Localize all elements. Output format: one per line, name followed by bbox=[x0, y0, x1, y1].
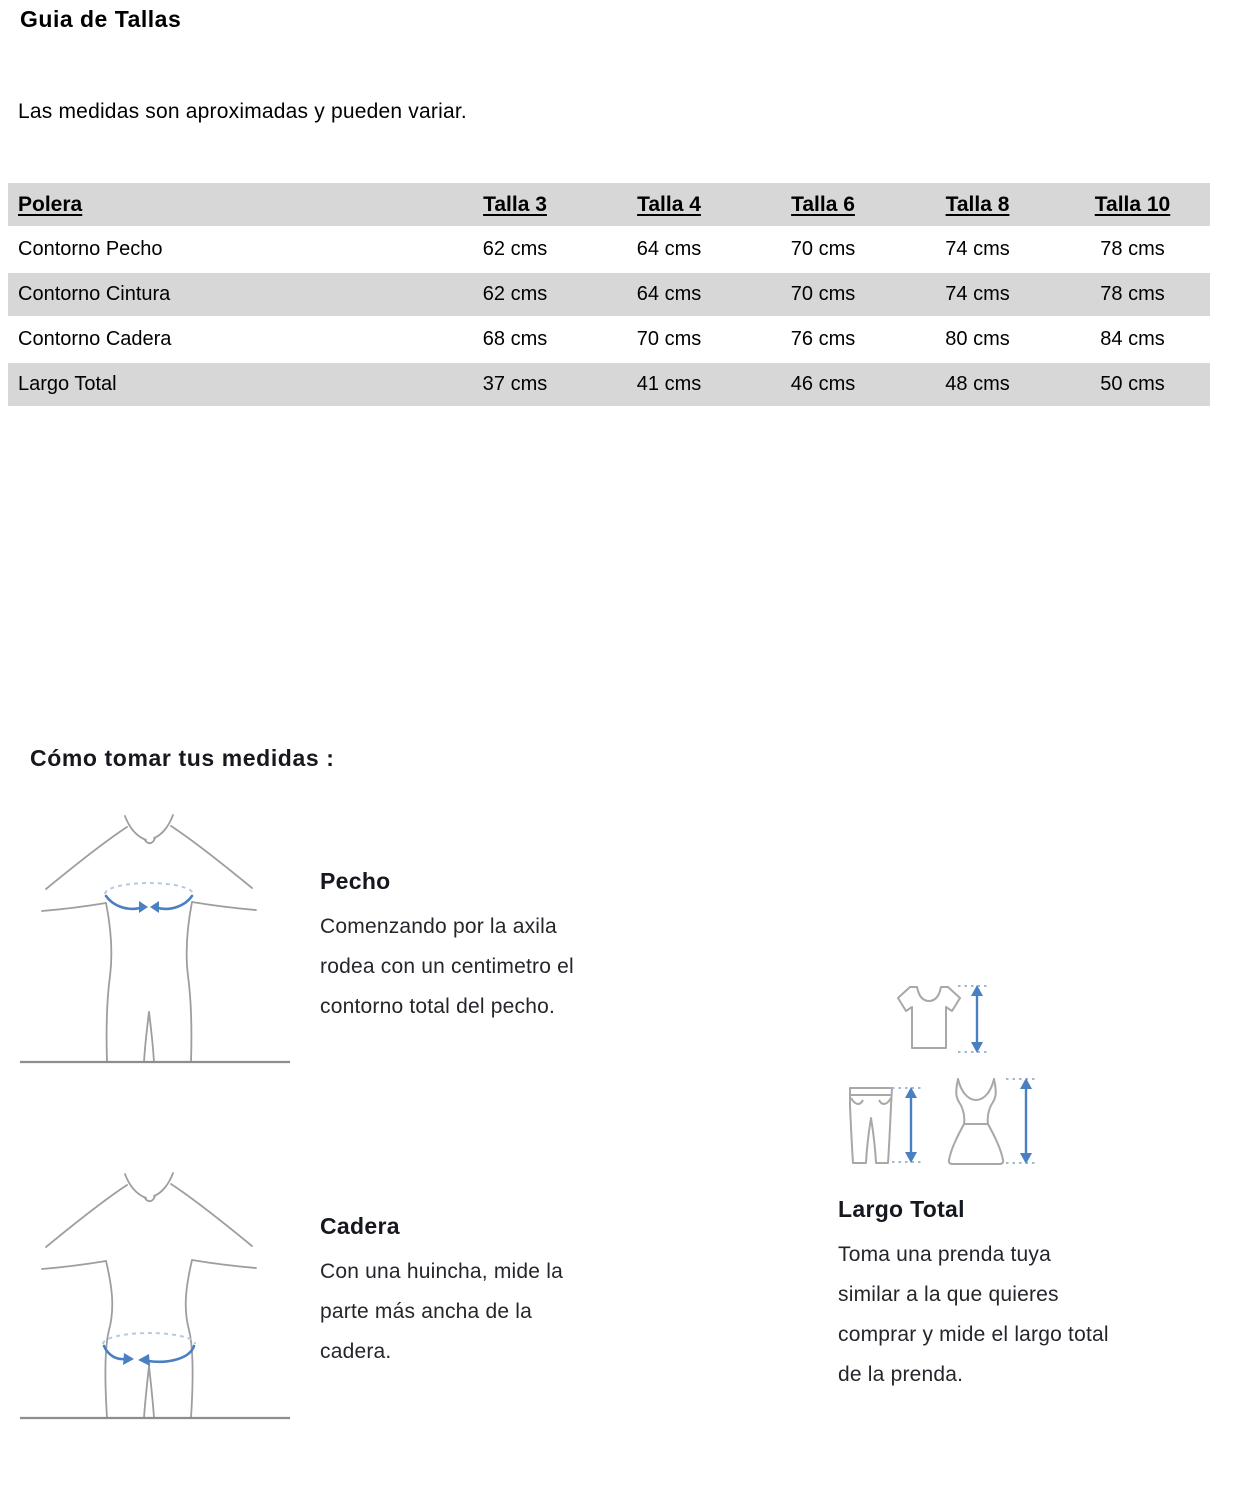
largo-total-line: de la prenda. bbox=[838, 1363, 964, 1386]
row-label: Contorno Pecho bbox=[8, 227, 438, 272]
size-table-header-garment: Polera bbox=[8, 183, 438, 227]
cell-value: 68 cms bbox=[438, 317, 592, 362]
hip-measure-body-diagram bbox=[8, 1170, 293, 1420]
cadera-line: Con una huincha, mide la bbox=[320, 1260, 563, 1283]
vertical-measure-arrow-icon bbox=[958, 982, 990, 1056]
row-label: Contorno Cadera bbox=[8, 317, 438, 362]
cell-value: 76 cms bbox=[746, 317, 900, 362]
cell-value: 78 cms bbox=[1055, 227, 1210, 272]
pants-icon bbox=[846, 1086, 896, 1166]
dress-icon bbox=[944, 1077, 1008, 1167]
cell-value: 46 cms bbox=[746, 362, 900, 407]
cell-value: 37 cms bbox=[438, 362, 592, 407]
page-title: Guia de Tallas bbox=[20, 6, 182, 32]
cadera-instructions bbox=[320, 1213, 563, 1372]
cell-value: 50 cms bbox=[1055, 362, 1210, 407]
cell-value: 84 cms bbox=[1055, 317, 1210, 362]
pecho-line: Comenzando por la axila bbox=[320, 915, 557, 938]
cell-value: 62 cms bbox=[438, 272, 592, 317]
pecho-title: Pecho bbox=[320, 868, 391, 894]
largo-total-title: Largo Total bbox=[838, 1196, 965, 1222]
size-table-header-talla-6: Talla 6 bbox=[746, 183, 900, 227]
cadera-title: Cadera bbox=[320, 1213, 400, 1239]
pecho-line: rodea con un centimetro el bbox=[320, 955, 574, 978]
largo-total-line: Toma una prenda tuya bbox=[838, 1243, 1051, 1266]
pecho-instructions bbox=[320, 868, 574, 1027]
hip-girth-arrows-icon bbox=[103, 1333, 195, 1366]
cadera-line: cadera. bbox=[320, 1340, 392, 1363]
table-row-contorno-cintura bbox=[8, 272, 1210, 317]
largo-total-line: similar a la que quieres bbox=[838, 1283, 1059, 1306]
largo-total-instructions bbox=[838, 1196, 1109, 1395]
table-row-contorno-pecho bbox=[8, 227, 1210, 272]
size-table-header-talla-10: Talla 10 bbox=[1055, 183, 1210, 227]
cell-value: 41 cms bbox=[592, 362, 746, 407]
vertical-measure-arrow-icon bbox=[892, 1084, 924, 1166]
cell-value: 70 cms bbox=[746, 227, 900, 272]
size-table-header-talla-3: Talla 3 bbox=[438, 183, 592, 227]
chest-girth-arrows-icon bbox=[105, 883, 193, 913]
size-table-header-row bbox=[8, 183, 1210, 227]
row-label: Contorno Cintura bbox=[8, 272, 438, 317]
table-row-largo-total bbox=[8, 362, 1210, 407]
cell-value: 70 cms bbox=[592, 317, 746, 362]
cadera-line: parte más ancha de la bbox=[320, 1300, 532, 1323]
cell-value: 80 cms bbox=[900, 317, 1055, 362]
page-subtitle: Las medidas son aproximadas y pueden variar. bbox=[18, 100, 467, 123]
chest-measure-body-diagram bbox=[8, 810, 293, 1065]
size-table bbox=[8, 183, 1210, 408]
cell-value: 74 cms bbox=[900, 272, 1055, 317]
cell-value: 62 cms bbox=[438, 227, 592, 272]
cell-value: 64 cms bbox=[592, 227, 746, 272]
size-table-header-talla-8: Talla 8 bbox=[900, 183, 1055, 227]
largo-total-line: comprar y mide el largo total bbox=[838, 1323, 1109, 1346]
measure-section-heading: Cómo tomar tus medidas : bbox=[30, 745, 335, 771]
table-row-contorno-cadera bbox=[8, 317, 1210, 362]
cell-value: 48 cms bbox=[900, 362, 1055, 407]
vertical-measure-arrow-icon bbox=[1006, 1075, 1040, 1167]
cell-value: 74 cms bbox=[900, 227, 1055, 272]
row-label: Largo Total bbox=[8, 362, 438, 407]
cell-value: 64 cms bbox=[592, 272, 746, 317]
tshirt-icon bbox=[896, 984, 962, 1054]
cell-value: 70 cms bbox=[746, 272, 900, 317]
size-table-header-talla-4: Talla 4 bbox=[592, 183, 746, 227]
pecho-line: contorno total del pecho. bbox=[320, 995, 555, 1018]
cell-value: 78 cms bbox=[1055, 272, 1210, 317]
